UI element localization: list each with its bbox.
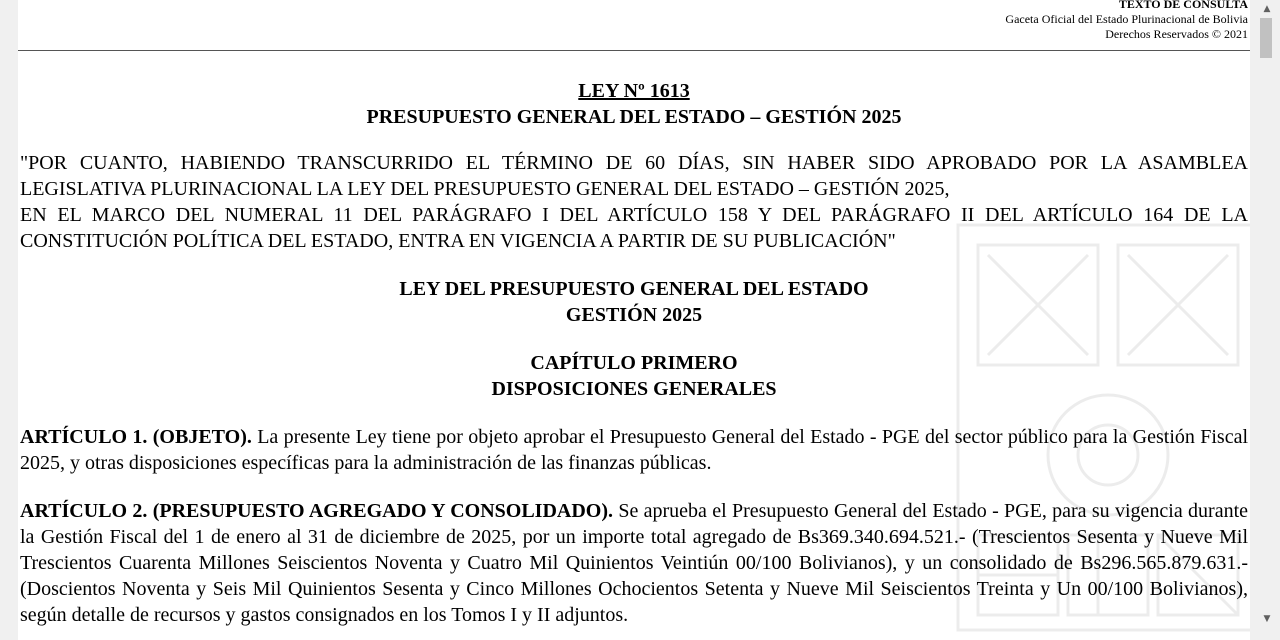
law-heading-2: GESTIÓN 2025 xyxy=(565,304,703,326)
document-page xyxy=(18,0,1250,640)
header-consult-text: TEXTO DE CONSULTA xyxy=(1118,0,1248,11)
document-body xyxy=(20,78,1248,628)
article-1 xyxy=(20,424,1248,476)
preamble-part-2: EN EL MARCO DEL NUMERAL 11 DEL PARÁGRAFO I DEL ARTÍCULO 158 Y DEL PARÁGRAFO II DEL ARTÍCULO 164 DE LA CONSTITUCIÓN POLÍTICA DEL ESTADO, ENTRA EN VIGENCIA A PARTIR DE SU PUBLICACIÓN" xyxy=(20,204,1248,252)
viewer-left-margin xyxy=(0,0,18,640)
header-copyright: Derechos Reservados © 2021 xyxy=(1105,27,1248,41)
gazette-header xyxy=(1005,0,1248,42)
article-2-heading: ARTÍCULO 2. (PRESUPUESTO AGREGADO Y CONSOLIDADO). xyxy=(20,500,613,522)
chapter-title: DISPOSICIONES GENERALES xyxy=(491,378,777,400)
law-heading-1: LEY DEL PRESUPUESTO GENERAL DEL ESTADO xyxy=(399,278,869,300)
header-gazette-name: Gaceta Oficial del Estado Plurinacional de Bolivia xyxy=(1005,12,1248,26)
law-title: PRESUPUESTO GENERAL DEL ESTADO – GESTIÓN 2025 xyxy=(366,106,902,128)
scroll-thumb[interactable] xyxy=(1260,18,1272,58)
scroll-up-icon[interactable]: ▲ xyxy=(1263,4,1271,14)
vertical-scrollbar[interactable] xyxy=(1250,0,1280,640)
article-1-heading: ARTÍCULO 1. (OBJETO). xyxy=(20,426,252,448)
preamble-part-1: "POR CUANTO, HABIENDO TRANSCURRIDO EL TÉRMINO DE 60 DÍAS, SIN HABER SIDO APROBADO POR LA ASAMBLEA LEGISLATIVA PLURINACIONAL LA LEY DEL PRESUPUESTO GENERAL DEL ESTADO – GESTIÓN 2025, xyxy=(20,152,1248,200)
law-number: LEY Nº 1613 xyxy=(578,80,690,102)
article-1-text: La presente Ley tiene por objeto aprobar el Presupuesto General del Estado - PGE del sector público para la Gestión Fiscal 2025, y otras disposiciones específicas para la administración de las finanzas públicas. xyxy=(20,426,1248,474)
article-2-text: Se aprueba el Presupuesto General del Estado - PGE, para su vigencia durante la Gestión Fiscal del 1 de enero al 31 de diciembre de 2025, por un importe total agregado de Bs369.340.694.521.- (Trescientos Sesenta y Nueve Mil Trescientos Cuarenta Millones Seiscientos Noventa y Cuatro Mil Quinientos Veintiún 00/100 Bolivianos), y un consolidado de Bs296.565.879.631.- (Doscientos Noventa y Seis Mil Quinientos Sesenta y Cinco Millones Ochocientos Setenta y Nueve Mil Seiscientos Treinta y Un 00/100 Bolivianos), según detalle de recursos y gastos consignados en los Tomos I y II adjuntos. xyxy=(20,500,1249,626)
scroll-down-icon[interactable]: ▼ xyxy=(1263,614,1271,624)
article-2 xyxy=(20,498,1248,628)
header-divider xyxy=(18,50,1250,51)
chapter-heading: CAPÍTULO PRIMERO xyxy=(530,352,738,374)
